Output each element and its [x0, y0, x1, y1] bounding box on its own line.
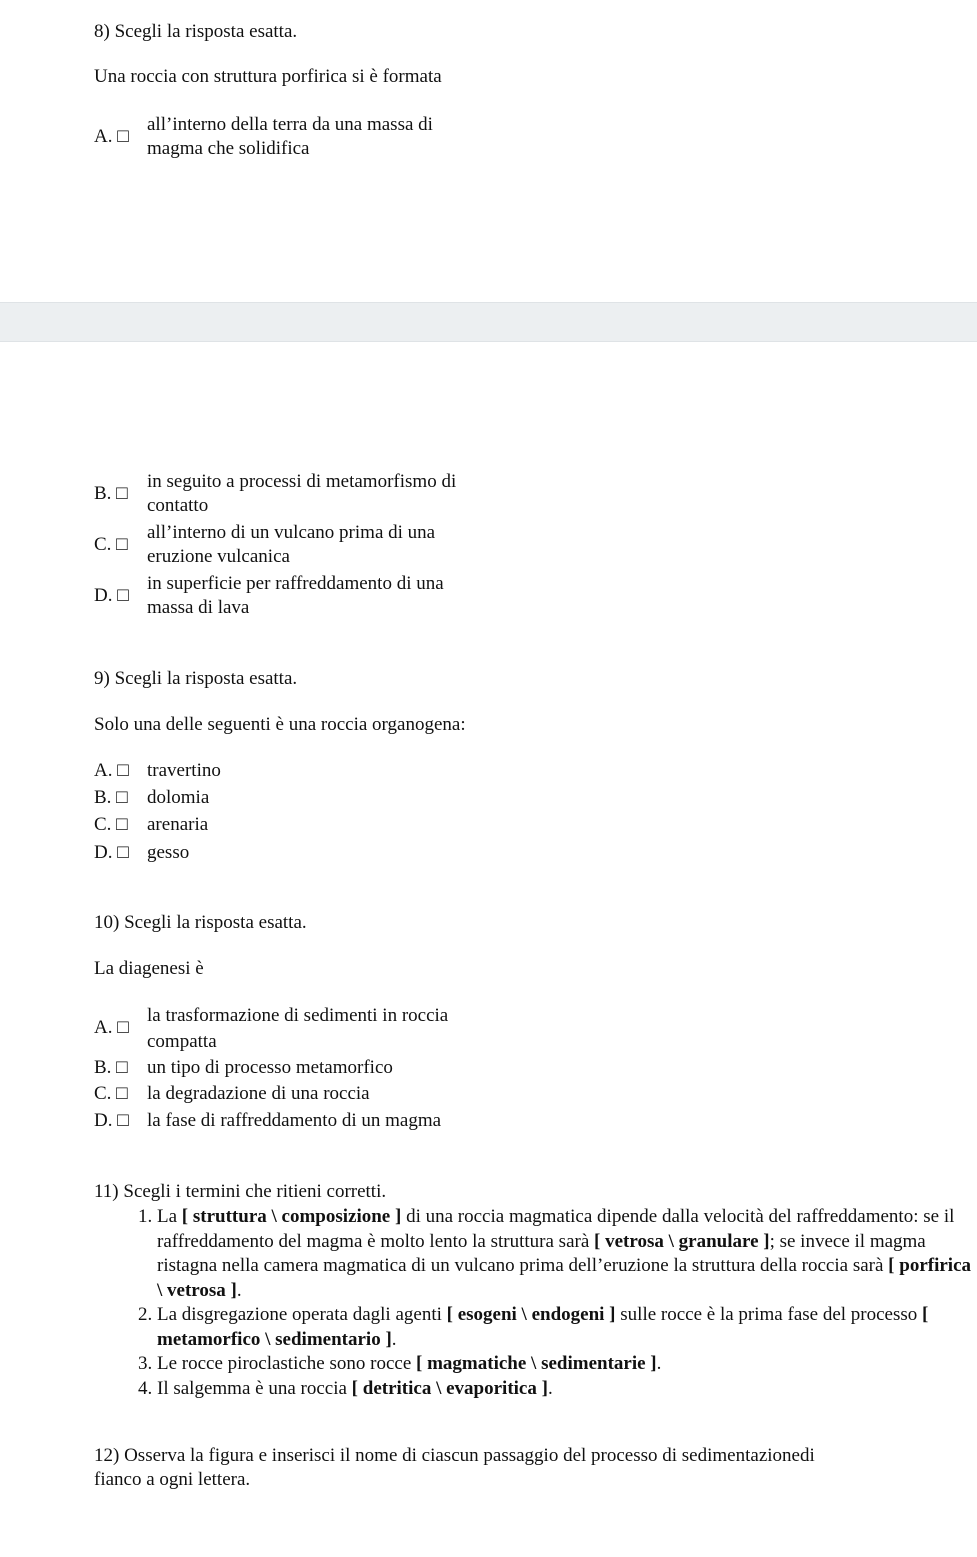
q11-choice[interactable]: [ vetrosa \ granulare ]	[594, 1230, 770, 1252]
q11-item-1: 1. La [ struttura \ composizione ] di una roccia magmatica dipende dalla velocità del raffreddamento: se il raffreddamento del magma è molto lento la struttura sarà [ vetrosa \ granulare ]; se invece il magma ristagna nella camera magmatica di un vulcano prima dell’eruzione la struttura della roccia sarà [ porfirica \ vetrosa ].	[157, 1205, 977, 1303]
q11-choice[interactable]: [ magmatiche \ sedimentarie ]	[416, 1353, 657, 1374]
q8-option-b-text: in seguito a processi di metamorfismo di contatto	[147, 471, 457, 516]
q8-option-a-text: all’interno della terra da una massa di magma che solidifica	[147, 114, 433, 159]
q10-option-c-checkbox[interactable]: C. □	[94, 1083, 128, 1104]
q12-heading: 12) Osserva la figura e inserisci il nome di ciascun passaggio del processo di sedimentazionedi	[94, 1445, 815, 1466]
q10-option-b-checkbox[interactable]: B. □	[94, 1057, 128, 1078]
q11-item-4: 4. Il salgemma è una roccia [ detritica \ evaporitica ].	[157, 1377, 977, 1402]
q11-item-2: 2. La disgregazione operata dagli agenti [ esogeni \ endogeni ] sulle rocce è la prima fase del processo [ metamorfico \ sedimentario ].	[157, 1303, 977, 1352]
q8-stem: Una roccia con struttura porfirica si è formata	[94, 66, 442, 87]
q10-heading: 10) Scegli la risposta esatta.	[94, 912, 307, 933]
q9-option-a-checkbox[interactable]: A. □	[94, 760, 129, 781]
q11-choice[interactable]: [ metamorfico \ sedimentario ]	[157, 1304, 929, 1350]
q8-option-d-checkbox[interactable]: D. □	[94, 585, 129, 606]
q9-option-d-text: gesso	[147, 842, 190, 863]
q10-option-d-text: la fase di raffreddamento di un magma	[147, 1110, 442, 1131]
q11-choice[interactable]: [ porfirica \ vetrosa ]	[157, 1255, 971, 1301]
q10-option-d-checkbox[interactable]: D. □	[94, 1110, 129, 1131]
q9-option-a-text: travertino	[147, 760, 221, 781]
q11-choice[interactable]: [ struttura \ composizione ]	[181, 1206, 402, 1227]
q9-option-c-checkbox[interactable]: C. □	[94, 814, 128, 835]
q8-option-c-text: all’interno di un vulcano prima di una eruzione vulcanica	[147, 522, 436, 567]
q10-option-c-text: la degradazione di una roccia	[147, 1083, 370, 1104]
q9-heading: 9) Scegli la risposta esatta.	[94, 668, 298, 689]
page-break-band	[0, 302, 977, 342]
q10-option-a-checkbox[interactable]: A. □	[94, 1017, 129, 1038]
q9-stem: Solo una delle seguenti è una roccia organogena:	[94, 714, 466, 735]
q11-choice[interactable]: [ detritica \ evaporitica ]	[351, 1377, 548, 1399]
q9-option-b-checkbox[interactable]: B. □	[94, 787, 128, 808]
q12-heading-cont: fianco a ogni lettera.	[94, 1469, 251, 1490]
q11-heading: 11) Scegli i termini che ritieni corretti.	[94, 1181, 387, 1202]
q10-option-b-text: un tipo di processo metamorfico	[147, 1057, 393, 1078]
q11-item-3: 3. Le rocce piroclastiche sono rocce [ magmatiche \ sedimentarie ].	[157, 1352, 977, 1377]
q11-choice[interactable]: [ esogeni \ endogeni ]	[446, 1304, 616, 1325]
q9-option-b-text: dolomia	[147, 787, 210, 808]
q9-option-d-checkbox[interactable]: D. □	[94, 842, 129, 863]
q10-option-a-text: la trasformazione di sedimenti in roccia compatta	[147, 1005, 449, 1052]
q11-list	[120, 1205, 977, 1401]
q10-stem: La diagenesi è	[94, 958, 204, 979]
q8-option-a-checkbox[interactable]: A. □	[94, 126, 129, 147]
q8-option-b-checkbox[interactable]: B. □	[94, 483, 128, 504]
q8-heading: 8) Scegli la risposta esatta.	[94, 21, 298, 42]
q8-option-d-text: in superficie per raffreddamento di una massa di lava	[147, 573, 444, 618]
q9-option-c-text: arenaria	[147, 814, 209, 835]
q8-option-c-checkbox[interactable]: C. □	[94, 534, 128, 555]
